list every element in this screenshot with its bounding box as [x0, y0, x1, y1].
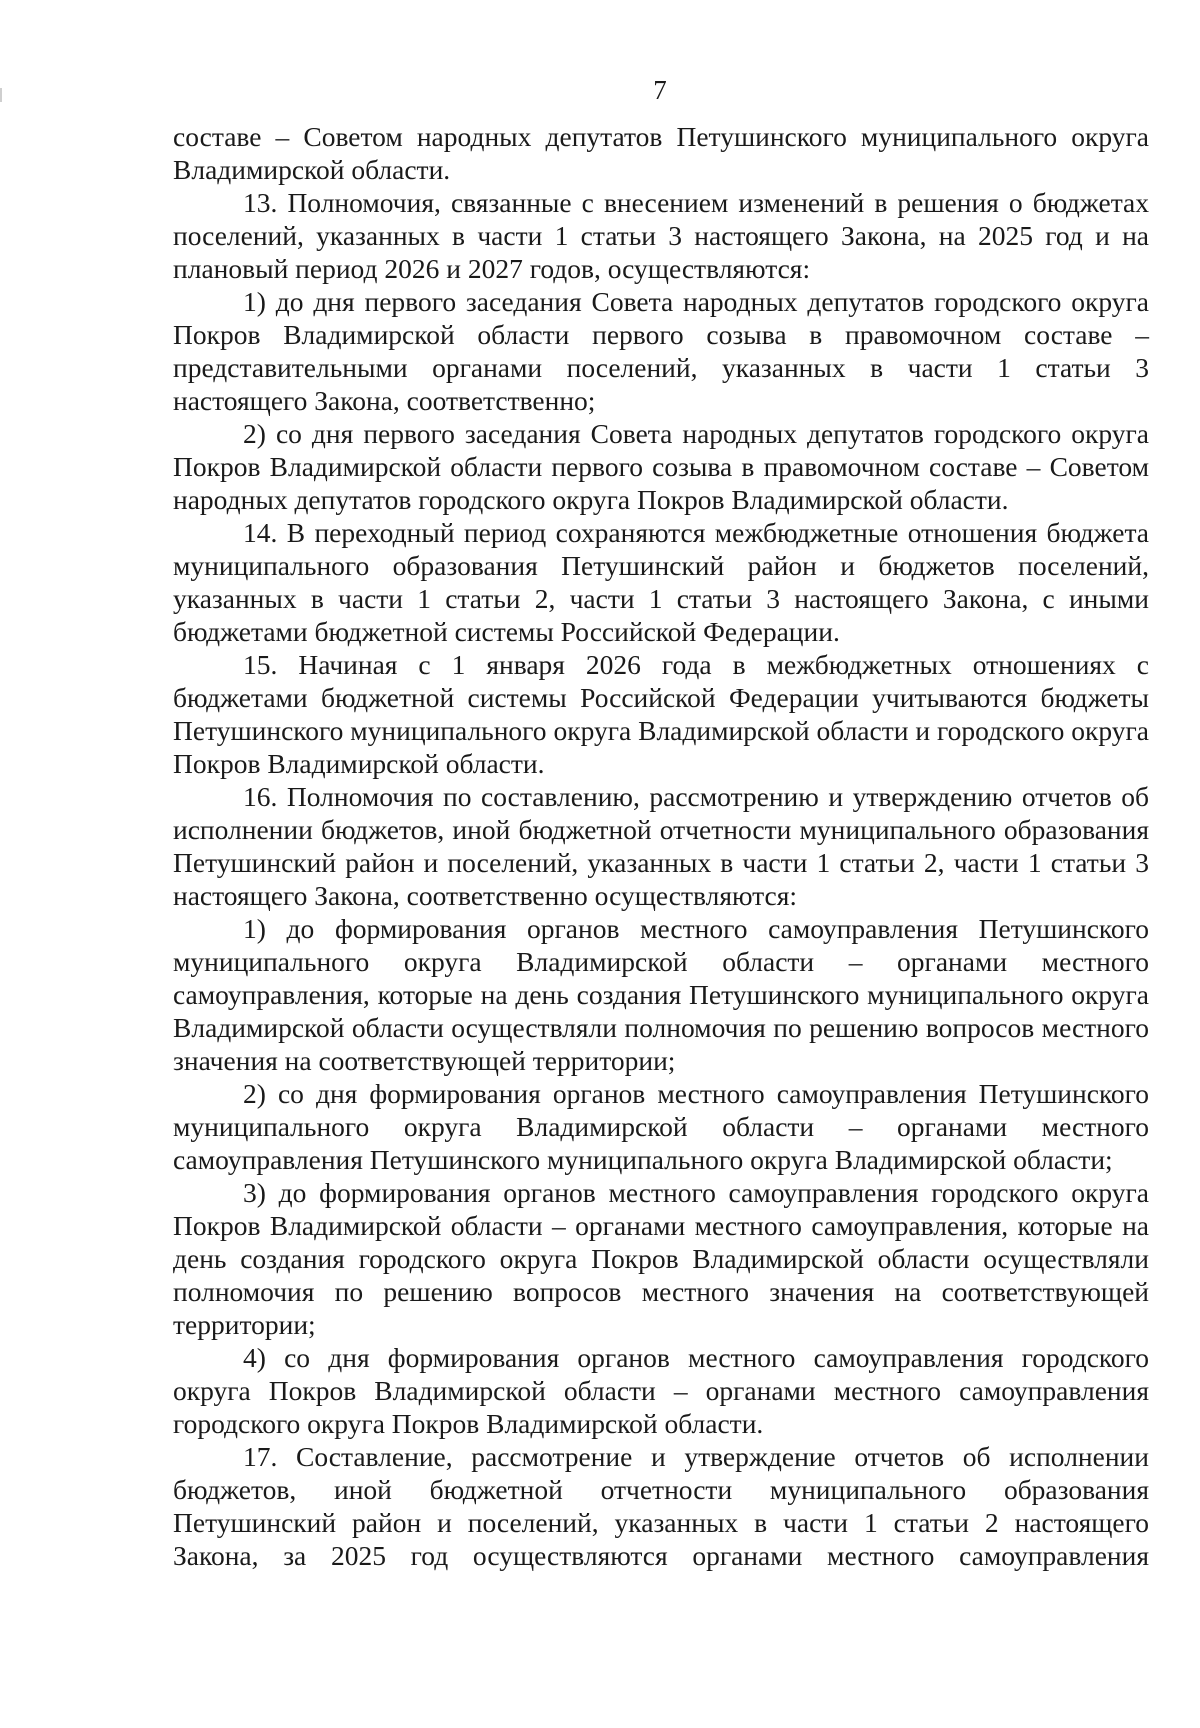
paragraph-13-item-2: 2) со дня первого заседания Совета народных депутатов городского округа Покров Владимирской области первого созыва в правомочном составе – Советом народных депутатов городского округа Покров Владимирской области. — [173, 418, 1149, 515]
paragraph-16-item-3: 3) до формирования органов местного самоуправления городского округа Покров Владимирской области – органами местного самоуправления, которые на день создания городского округа Покров Владимирской области осуществляли полномочия по решению вопросов местного значения на соответствующей территории; — [173, 1177, 1149, 1340]
paragraph-16-item-1: 1) до формирования органов местного самоуправления Петушинского муниципального округа Владимирской области – органами местного самоуправления, которые на день создания Петушинского муниципального округа Владимирской области осуществляли полномочия по решению вопросов местного значения на соответствующей территории; — [173, 913, 1149, 1076]
paragraph-15: 15. Начиная с 1 января 2026 года в межбюджетных отношениях с бюджетами бюджетной системы Российской Федерации учитываются бюджеты Петушинского муниципального округа Владимирской области и городского округа Покров Владимирской области. — [173, 649, 1149, 779]
paragraph-16: 16. Полномочия по составлению, рассмотрению и утверждению отчетов об исполнении бюджетов, иной бюджетной отчетности муниципального образования Петушинский район и поселений, указанных в части 1 статьи 2, части 1 статьи 3 настоящего Закона, соответственно осуществляются: — [173, 781, 1149, 911]
paragraph-continuation: составе – Советом народных депутатов Петушинского муниципального округа Владимирской области. — [173, 121, 1149, 185]
document-body — [173, 120, 1149, 1572]
paragraph-13: 13. Полномочия, связанные с внесением изменений в решения о бюджетах поселений, указанных в части 1 статьи 3 настоящего Закона, на 2025 год и на плановый период 2026 и 2027 годов, осуществляются: — [173, 187, 1149, 284]
paragraph-16-item-4: 4) со дня формирования органов местного самоуправления городского округа Покров Владимирской области – органами местного самоуправления городского округа Покров Владимирской области. — [173, 1342, 1149, 1439]
paragraph-13-item-1: 1) до дня первого заседания Совета народных депутатов городского округа Покров Владимирской области первого созыва в правомочном составе – представительными органами поселений, указанных в части 1 статьи 3 настоящего Закона, соответственно; — [173, 286, 1149, 416]
paragraph-16-item-2: 2) со дня формирования органов местного самоуправления Петушинского муниципального округа Владимирской области – органами местного самоуправления Петушинского муниципального округа Владимирской области; — [173, 1078, 1149, 1175]
paragraph-14: 14. В переходный период сохраняются межбюджетные отношения бюджета муниципального образования Петушинский район и бюджетов поселений, указанных в части 1 статьи 2, части 1 статьи 3 настоящего Закона, с иными бюджетами бюджетной системы Российской Федерации. — [173, 517, 1149, 647]
paragraph-17: 17. Составление, рассмотрение и утверждение отчетов об исполнении бюджетов, иной бюджетной отчетности муниципального образования Петушинский район и поселений, указанных в части 1 статьи 2 настоящего Закона, за 2025 год осуществляются органами местного самоуправления — [173, 1441, 1149, 1571]
page-number: 7 — [653, 75, 667, 105]
